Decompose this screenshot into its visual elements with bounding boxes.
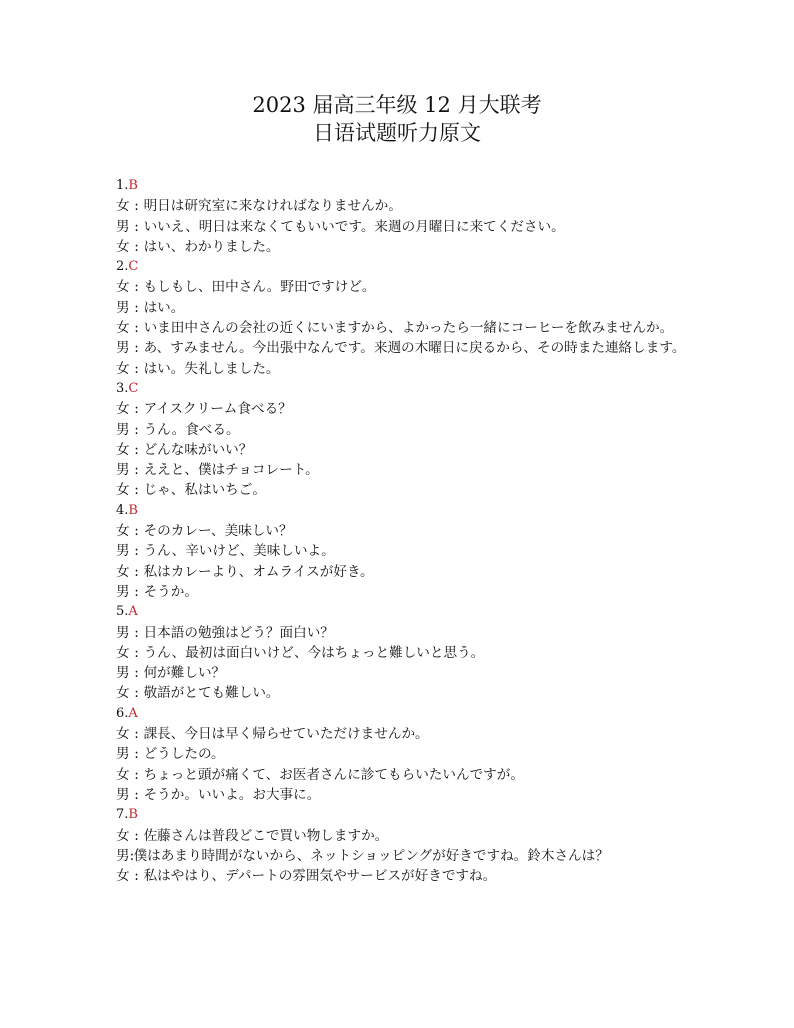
speaker-label: 女: [116, 482, 130, 499]
dialogue-text: うん。食べる。: [143, 421, 240, 438]
dialogue-line: [116, 785, 696, 805]
dialogue-text: そのカレー、美味しい？: [143, 523, 293, 540]
dialogue-text: 明日は研究室に来なければなりませんか。: [143, 198, 402, 215]
speaker-label: 男: [116, 218, 130, 235]
speaker-colon: :: [134, 320, 139, 337]
answer-letter: C: [128, 380, 139, 396]
dialogue-text: うん、辛いけど、美味しいよ。: [143, 543, 335, 560]
speaker-label: 女: [116, 320, 130, 337]
answer-letter: B: [128, 807, 138, 823]
speaker-colon: :: [134, 624, 139, 641]
question-number: [116, 379, 696, 399]
speaker-label: 男: [116, 624, 130, 641]
answer-letter: B: [128, 178, 138, 193]
question-index: 2.: [116, 259, 129, 275]
question-number: [116, 501, 696, 521]
speaker-colon: :: [134, 441, 139, 458]
dialogue-text: はい、わかりました。: [143, 238, 280, 255]
speaker-colon: :: [134, 868, 139, 885]
speaker-colon: :: [134, 685, 139, 702]
speaker-label: 男: [116, 786, 130, 803]
question-number: [116, 257, 696, 277]
dialogue-line: [116, 866, 696, 886]
speaker-colon: :: [134, 299, 139, 316]
speaker-colon: :: [134, 644, 139, 661]
answer-letter: A: [128, 705, 138, 721]
speaker-label: 女: [116, 644, 130, 661]
dialogue-text: 佐藤さんは普段どこで買い物しますか。: [143, 827, 389, 844]
speaker-label: 女: [116, 360, 130, 377]
speaker-label: 男: [116, 340, 130, 357]
dialogue-text: はい。: [143, 299, 185, 316]
dialogue-text: 何が難しい？: [143, 665, 226, 682]
speaker-label: 男: [116, 421, 130, 438]
dialogue-text: あ、すみません。今出張中なんです。来週の木曜日に戻るから、その時また連絡します。: [143, 340, 686, 357]
dialogue-text: 私はやはり、デパートの雰囲気やサービスが好きですね。: [143, 868, 497, 885]
dialogue-text: アイスクリーム食べる？: [143, 401, 292, 418]
dialogue-line: [116, 196, 696, 216]
dialogue-text: 課長、今日は早く帰らせていただけませんか。: [143, 726, 429, 743]
speaker-colon: :: [134, 238, 139, 255]
speaker-label: 女: [116, 441, 130, 458]
question-number: [116, 704, 696, 724]
dialogue-line: [116, 277, 696, 297]
dialogue-text: 日本語の勉強はどう？面白い？: [143, 624, 334, 641]
dialogue-line: [116, 582, 696, 602]
dialogue-line: [116, 298, 696, 318]
dialogue-text: 敬語がとても難しい。: [143, 685, 280, 702]
dialogue-line: [116, 643, 696, 663]
dialogue-line: [116, 420, 696, 440]
speaker-label: 男: [116, 583, 130, 600]
speaker-colon: :: [134, 827, 139, 844]
dialogue-line: [116, 440, 696, 460]
dialogue-line: [116, 399, 696, 419]
dialogue-line: [116, 562, 696, 582]
speaker-label: 女: [116, 401, 130, 418]
dialogue-line: [116, 460, 696, 480]
dialogue-line: [116, 318, 696, 338]
speaker-colon: :: [134, 198, 139, 215]
speaker-label: 男: [116, 299, 130, 316]
speaker-colon: :: [134, 583, 139, 600]
speaker-colon: :: [134, 279, 139, 296]
speaker-label: 女: [116, 238, 130, 255]
speaker-label: 女: [116, 279, 130, 296]
dialogue-text: はい。失礼しました。: [143, 360, 280, 377]
document-title: 2023 届高三年级 12 月大联考: [252, 93, 542, 117]
dialogue-text: うん、最初は面白いけど、今はちょっと難しいと思う。: [143, 644, 485, 661]
dialogue-line: [116, 846, 696, 866]
speaker-colon: :: [134, 746, 139, 763]
dialogue-line: [116, 541, 696, 561]
speaker-colon: :: [134, 523, 139, 540]
question-index: 4.: [116, 502, 129, 518]
document-subtitle: 日语试题听力原文: [313, 121, 481, 145]
question-index: 7.: [116, 807, 129, 823]
speaker-label: 女: [116, 827, 130, 844]
speaker-colon: :: [134, 462, 139, 479]
dialogue-line: [116, 683, 696, 703]
answer-letter: C: [128, 259, 139, 275]
question-index: 1.: [116, 178, 129, 193]
question-index: 5.: [116, 604, 129, 620]
dialogue-text: 私はカレーより、オムライスが好き。: [143, 563, 374, 580]
speaker-colon: :: [134, 482, 139, 499]
dialogue-text: いいえ、明日は来なくてもいいです。来週の月曜日に来てください。: [143, 218, 565, 235]
dialogue-text: ちょっと頭が痛くて、お医者さんに診てもらいたいんですが。: [143, 766, 524, 783]
dialogue-line: [116, 359, 696, 379]
speaker-label: 男: [116, 847, 130, 864]
dialogue-text: どんな味がいい？: [143, 441, 253, 458]
speaker-label: 女: [116, 563, 130, 580]
speaker-colon: :: [134, 360, 139, 377]
speaker-colon: :: [134, 218, 139, 235]
question-index: 6.: [116, 705, 129, 721]
dialogue-text: 僕はあまり時間がないから、ネットショッピングが好きですね。鈴木さんは？: [133, 847, 609, 864]
speaker-label: 女: [116, 868, 130, 885]
dialogue-line: [116, 826, 696, 846]
speaker-colon: :: [134, 786, 139, 803]
speaker-label: 男: [116, 665, 130, 682]
speaker-colon: :: [134, 766, 139, 783]
speaker-colon: :: [134, 421, 139, 438]
speaker-label: 女: [116, 523, 130, 540]
question-number: [116, 602, 696, 622]
speaker-colon: :: [134, 401, 139, 418]
speaker-colon: :: [134, 726, 139, 743]
dialogue-text: そうか。いいよ。お大事に。: [143, 786, 321, 803]
dialogue-text: ええと、僕はチョコレート。: [143, 462, 319, 479]
question-number: [116, 805, 696, 825]
dialogue-line: [116, 237, 696, 257]
dialogue-text: どうしたの。: [143, 746, 225, 763]
dialogue-text: いま田中さんの会社の近くにいますから、よかったら一緒にコーヒーを飲みませんか。: [143, 320, 674, 337]
dialogue-line: [116, 724, 696, 744]
speaker-colon: :: [129, 847, 135, 864]
speaker-label: 男: [116, 543, 130, 560]
dialogue-line: [116, 765, 696, 785]
dialogue-line: [116, 480, 696, 500]
speaker-label: 男: [116, 746, 130, 763]
dialogue-text: そうか。: [143, 583, 198, 600]
speaker-label: 女: [116, 726, 130, 743]
speaker-colon: :: [134, 563, 139, 580]
dialogue-line: [116, 338, 696, 358]
question-index: 3.: [116, 380, 129, 396]
speaker-label: 女: [116, 685, 130, 702]
speaker-colon: :: [134, 665, 139, 682]
speaker-colon: :: [134, 543, 139, 560]
dialogue-text: じゃ、私はいちご。: [143, 482, 266, 499]
transcript-body: [116, 176, 696, 886]
answer-letter: B: [128, 502, 138, 518]
answer-letter: A: [128, 604, 138, 620]
speaker-colon: :: [134, 340, 139, 357]
dialogue-text: もしもし、田中さん。野田ですけど。: [143, 279, 376, 296]
question-number: [116, 176, 696, 196]
speaker-label: 男: [116, 462, 130, 479]
dialogue-line: [116, 663, 696, 683]
speaker-label: 女: [116, 198, 130, 215]
dialogue-line: [116, 521, 696, 541]
dialogue-line: [116, 744, 696, 764]
dialogue-line: [116, 217, 696, 237]
speaker-label: 女: [116, 766, 130, 783]
dialogue-line: [116, 623, 696, 643]
